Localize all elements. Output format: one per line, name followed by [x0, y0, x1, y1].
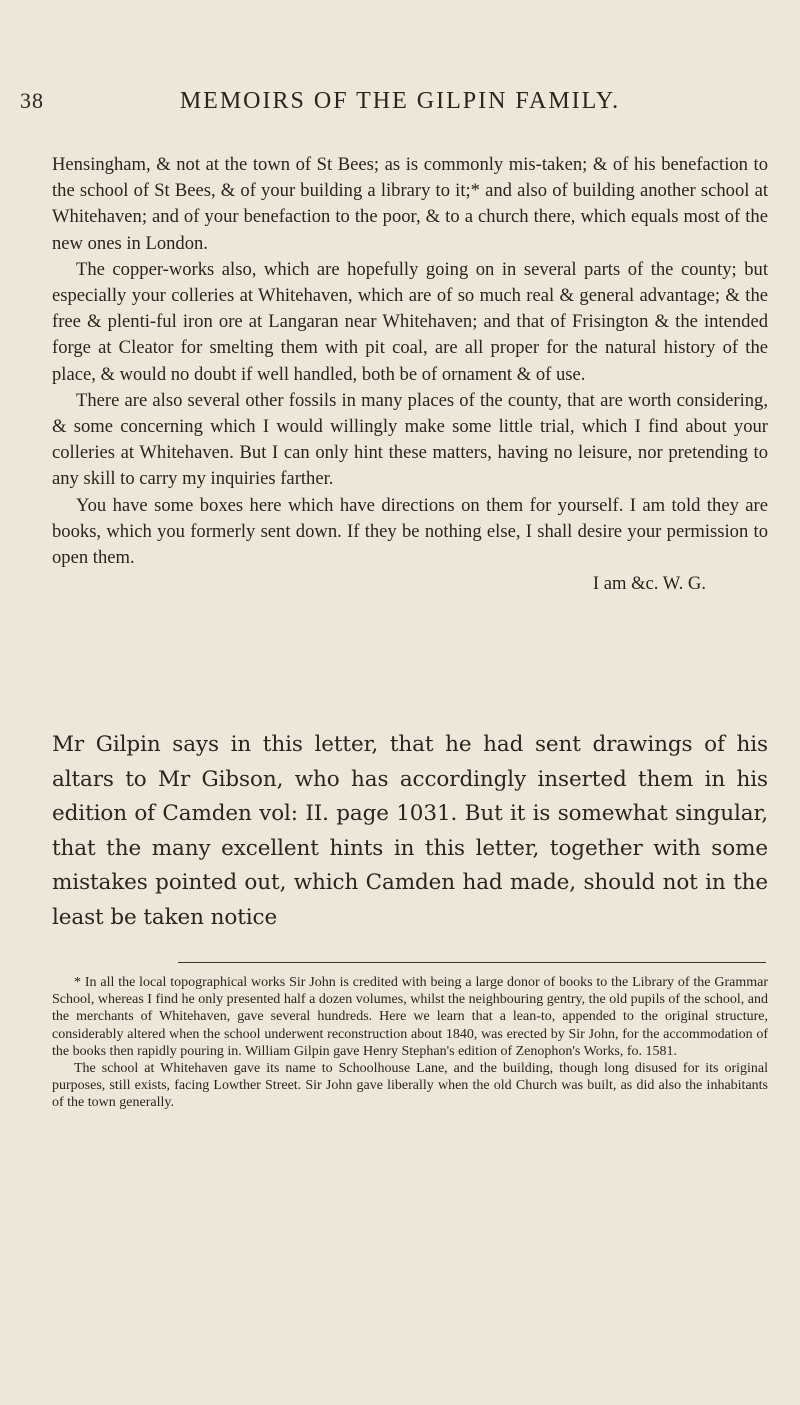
page-number: 38	[20, 88, 44, 113]
footnote-paragraph: The school at Whitehaven gave its name to Schoolhouse Lane, and the building, though long disused for its original purposes, still exists, facing Lowther Street. Sir John gave liberally when the old Church was built, as did also the inhabitants of the town generally.	[52, 1061, 768, 1111]
commentary-paragraph: Mr Gilpin says in this letter, that he had sent drawings of his altars to Mr Gibson, who has accordingly inserted them in his edition of Camden vol: II. page 1031. But it is somewhat singular, that the many excellent hints in this letter, together with some mistakes pointed out, which Camden had made, should not in the least be taken notice	[52, 732, 768, 930]
letter-text	[52, 152, 768, 597]
footnote-paragraph: * In all the local topographical works Sir John is credited with being a large donor of books to the Library of the Grammar School, whereas I find he only presented half a dozen volumes, whilst the neighbouring gentry, the old pupils of the school, and the merchants of Whitehaven, gave several hundreds. Here we learn that a lean-to, appended to the original structure, considerably altered when the school underwent reconstruction about 1840, was erected by Sir John, for the accommodation of the books then rapidly pouring in. William Gilpin gave Henry Stephan's edition of Zenophon's Works, fo. 1581.	[52, 975, 768, 1059]
letter-paragraph: There are also several other fossils in many places of the county, that are worth considering, & some concerning which I would willingly make some little trial, which I find about your colleries at Whitehaven. But I can only hint these matters, having no leisure, nor pretending to any skill to carry my inquiries farther.	[52, 389, 768, 490]
running-title: MEMOIRS OF THE GILPIN FAMILY.	[179, 88, 621, 114]
letter-signoff: I am &c. W. G.	[592, 573, 706, 595]
footnotes	[52, 974, 768, 1112]
footnote-divider	[178, 962, 766, 963]
letter-paragraph: You have some boxes here which have directions on them for yourself. I am told they are books, which you formerly sent down. If they be nothing else, I shall desire your permission to open them.	[52, 494, 768, 569]
letter-paragraph: Hensingham, & not at the town of St Bees; as is commonly mis-taken; & of his benefaction to the school of St Bees, & of your building a library to it;* and also of building another school at Whitehaven; and of your benefaction to the poor, & to a church there, which equals most of the new ones in London.	[52, 154, 768, 254]
letter-paragraph: The copper-works also, which are hopefully going on in several parts of the county; but especially your colleries at Whitehaven, which are of so much real & general advantage; & the free & plenti-ful iron ore at Langaran near Whitehaven; and that of Frisington & the intended forge at Cleator for smelting them with pit coal, are all proper for the natural history of the place, & would no doubt if well handled, both be of ornament & of use.	[52, 258, 768, 385]
